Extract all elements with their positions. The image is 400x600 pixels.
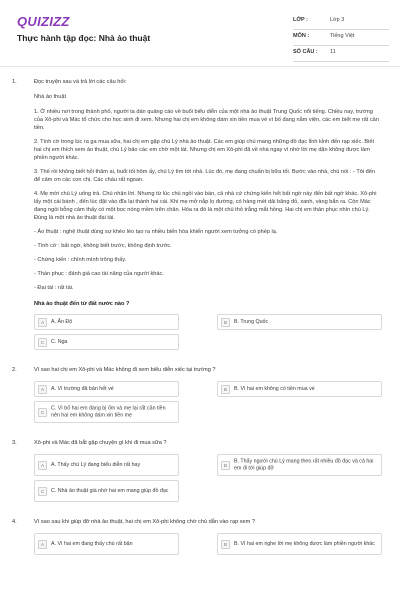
option-row	[34, 381, 382, 397]
option-text: A. Ấn Độ	[51, 318, 73, 325]
question-gap	[0, 354, 400, 366]
meta-value: Lớp 3	[330, 17, 345, 23]
answer-options	[34, 314, 382, 350]
option-a[interactable]	[34, 533, 179, 555]
meta-row	[293, 46, 389, 62]
question-number: 3.	[12, 440, 17, 446]
option-letter-badge: C	[38, 408, 47, 417]
passage-title: Nhà ảo thuật	[34, 94, 67, 100]
option-b[interactable]	[217, 454, 382, 476]
question-4	[0, 518, 400, 555]
option-row	[34, 314, 382, 330]
option-letter-badge: A	[38, 540, 47, 549]
passage-paragraph: - Chứng kiến : chính mình trông thấy.	[34, 257, 127, 263]
answer-options	[34, 454, 382, 502]
option-a[interactable]	[34, 314, 179, 330]
question-stem: Đọc truyện sau và trả lời các câu hỏi:	[34, 79, 127, 85]
passage-paragraph: 4. Mẹ mời chú Lý uống trà. Chú nhận lời. Nhưng từ lúc chú ngồi vào bàn, cả nhà cứ chứng kiến hết bất ngờ này đến bất ngờ khác. Xô-phi lấy một cái bánh , đến lúc đặt vào đĩa lại thành hai cái. Khi mẹ mở nắp lọ đường, có hàng mét dải băng đỏ, xanh, vàng bắn ra. Còn Mác đang ngồi bỗng cảm thấy có một bọc nóng mềm trên chân. Hóa ra đó là một chú thỏ trắng mắt hồng. Hai chị em thán phục nhìn chú Lý. Đúng là một nhà ảo thuật đại tài.	[34, 191, 377, 221]
option-letter-badge: C	[38, 338, 47, 347]
passage-paragraph: - Thán phục : đánh giá cao tài năng của người khác.	[34, 271, 164, 277]
option-row	[34, 334, 382, 350]
option-text: B. Vì hai em nghe lời mẹ không được làm phiền người khác	[234, 540, 375, 547]
header-divider	[0, 66, 400, 67]
option-row	[34, 533, 382, 555]
meta-table	[293, 14, 389, 62]
sub-question: Nhà ảo thuật đến từ đất nước nào ?	[34, 301, 130, 307]
option-text: B. Trung Quốc	[234, 318, 269, 325]
question-number: 2.	[12, 367, 17, 373]
meta-key: LỚP :	[293, 17, 308, 23]
option-letter-badge: B	[221, 540, 230, 549]
passage-paragraph: 1. Ở nhiều nơi trong thành phố, người ta dán quảng cáo về buổi biểu diễn của một nhà ảo thuật Trung Quốc nổi tiếng. Chiều nay, trường của Xô-phi và Mác tổ chức cho học sinh đi xem. Nhưng hai chị em không dám xin tiền mua vé vì bố đang nằm viện, các em biết mẹ rất cần tiền.	[34, 109, 379, 131]
option-c[interactable]	[34, 401, 179, 423]
answer-options	[34, 533, 382, 555]
question-gap	[0, 506, 400, 518]
meta-row	[293, 14, 389, 30]
option-b[interactable]	[217, 381, 382, 397]
worksheet-title: Thực hành tập đọc: Nhà ảo thuật	[17, 33, 151, 43]
option-row	[34, 454, 382, 476]
option-text: B. Vì hai em không có tiền mua vé	[234, 385, 315, 392]
option-a[interactable]	[34, 381, 179, 397]
passage-paragraph: - Tình cờ : bất ngờ, không biết trước, không định trước.	[34, 243, 172, 249]
meta-value: 11	[330, 49, 336, 55]
option-letter-badge: A	[38, 461, 47, 470]
question-number: 4.	[12, 519, 17, 525]
question-list	[0, 78, 400, 559]
reading-passage	[34, 93, 382, 292]
meta-value: Tiếng Việt	[330, 33, 355, 39]
passage-paragraph: 2. Tình cờ trong lúc ra ga mua sữa, hai chị em gặp chú Lý nhà ảo thuật. Các em giúp chú mang những đồ đạc lỉnh kỉnh đến rạp xiếc. Biết hai chị em thích xem ảo thuật, chú Lý bảo các em chờ một lát. Nhưng chị em Xô-phi đã về nhà ngay vì nhớ lời mẹ dặn không được làm phiền người khác.	[34, 139, 375, 161]
option-row	[34, 401, 382, 423]
passage-paragraph: - Đại tài : rất tài.	[34, 285, 74, 291]
option-text: C. Vì bố hai em đang bị ốm và mẹ lại rất cần tiền nên hai em không dám xin tiền mẹ	[51, 405, 166, 418]
question-stem: Vì sao hai chị em Xô-phi và Mác không đi xem biểu diễn xiếc tại trường ?	[34, 367, 216, 373]
option-text: A. Vì trường đã bán hết vé	[51, 385, 114, 392]
option-letter-badge: A	[38, 385, 47, 394]
option-letter-badge: A	[38, 318, 47, 327]
option-text: A. Thấy chú Lý đang biểu diễn rất hay	[51, 461, 141, 468]
meta-row	[293, 30, 389, 46]
question-number: 1.	[12, 79, 17, 85]
option-text: A. Vì hai em đang thấy chú rất bận	[51, 540, 133, 547]
option-letter-badge: C	[38, 487, 47, 496]
worksheet-header	[0, 0, 400, 62]
option-text: C. Nhà ảo thuật già nhờ hai em mang giúp đồ đạc	[51, 487, 169, 494]
option-letter-badge: B	[221, 461, 230, 470]
passage-paragraph: - Ảo thuật : nghệ thuật dùng sự khéo léo tạo ra nhiều biến hóa khiến người xem tưởng có phép lạ.	[34, 229, 278, 235]
option-letter-badge: B	[221, 318, 230, 327]
answer-options	[34, 381, 382, 423]
question-gap	[0, 427, 400, 439]
option-c[interactable]	[34, 334, 179, 350]
question-1	[0, 78, 400, 350]
option-b[interactable]	[217, 314, 382, 330]
question-2	[0, 366, 400, 423]
question-stem: Vì sao sau khi giúp đỡ nhà ảo thuật, hai chị em Xô-phi không chờ chú dẫn vào rạp xem ?	[34, 519, 255, 525]
meta-key: SỐ CÂU :	[293, 49, 318, 55]
question-stem: Xô-phi và Mác đã bắt gặp chuyện gì khi đi mua sữa ?	[34, 440, 167, 446]
option-b[interactable]	[217, 533, 382, 555]
option-a[interactable]	[34, 454, 179, 476]
option-text: C. Nga	[51, 338, 68, 345]
option-text: B. Thấy người chú Lý mang theo rất nhiều đồ đạc và cả hai em đi tới giúp đỡ	[234, 458, 374, 471]
option-c[interactable]	[34, 480, 179, 502]
quizizz-logo: QUIZIZZ	[17, 14, 70, 29]
question-3	[0, 439, 400, 502]
passage-paragraph: 3. Thế rồi không biết hỏi thăm ai, buổi tối hôm ấy, chú Lý tìm tới nhà. Lúc đó, mẹ đang chuẩn bị bữa tối. Bước vào nhà, chú nói : - Tôi đến để cảm ơn các con chị. Các cháu rất ngoan.	[34, 169, 376, 183]
option-letter-badge: B	[221, 385, 230, 394]
meta-key: MÔN :	[293, 33, 310, 39]
option-row	[34, 480, 382, 502]
